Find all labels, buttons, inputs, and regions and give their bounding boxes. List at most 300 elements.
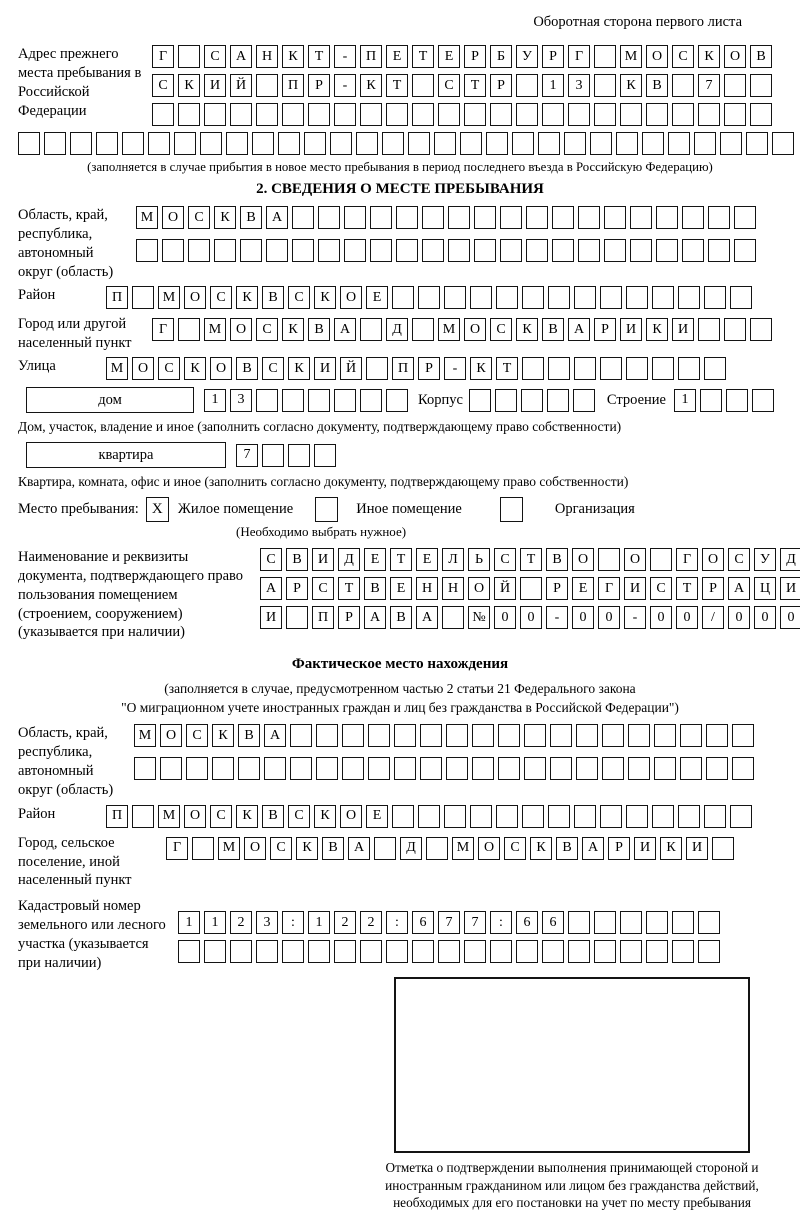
char-cell[interactable]: С: [270, 837, 292, 860]
char-cell[interactable]: О: [340, 286, 362, 309]
char-cell[interactable]: [620, 940, 642, 963]
char-cell[interactable]: Ь: [468, 548, 490, 571]
char-cell[interactable]: [496, 286, 518, 309]
org-checkbox[interactable]: [500, 497, 523, 522]
char-cell[interactable]: А: [334, 318, 356, 341]
char-cell[interactable]: [704, 357, 726, 380]
char-cell[interactable]: 0: [572, 606, 594, 629]
char-cell[interactable]: [498, 724, 520, 747]
char-cell[interactable]: С: [204, 45, 226, 68]
char-cell[interactable]: [394, 757, 416, 780]
char-cell[interactable]: [730, 805, 752, 828]
char-cell[interactable]: М: [620, 45, 642, 68]
char-cell[interactable]: 0: [650, 606, 672, 629]
char-cell[interactable]: [394, 724, 416, 747]
char-cell[interactable]: К: [212, 724, 234, 747]
char-cell[interactable]: [698, 940, 720, 963]
char-cell[interactable]: [706, 757, 728, 780]
char-cell[interactable]: [204, 940, 226, 963]
char-cell[interactable]: А: [582, 837, 604, 860]
char-cell[interactable]: [382, 132, 404, 155]
char-cell[interactable]: Д: [386, 318, 408, 341]
char-cell[interactable]: [604, 206, 626, 229]
char-cell[interactable]: Т: [308, 45, 330, 68]
char-cell[interactable]: [344, 239, 366, 262]
char-cell[interactable]: [278, 132, 300, 155]
char-cell[interactable]: [266, 239, 288, 262]
char-cell[interactable]: О: [468, 577, 490, 600]
char-cell[interactable]: Р: [490, 74, 512, 97]
char-cell[interactable]: [290, 724, 312, 747]
char-cell[interactable]: [386, 103, 408, 126]
char-cell[interactable]: 1: [308, 911, 330, 934]
char-cell[interactable]: [160, 757, 182, 780]
char-cell[interactable]: [574, 357, 596, 380]
char-cell[interactable]: [188, 239, 210, 262]
char-cell[interactable]: 0: [494, 606, 516, 629]
char-cell[interactable]: [550, 757, 572, 780]
char-cell[interactable]: [472, 724, 494, 747]
char-cell[interactable]: [704, 805, 726, 828]
char-cell[interactable]: И: [686, 837, 708, 860]
char-cell[interactable]: [356, 132, 378, 155]
inoe-checkbox[interactable]: [315, 497, 338, 522]
char-cell[interactable]: О: [184, 805, 206, 828]
char-cell[interactable]: [646, 911, 668, 934]
char-cell[interactable]: [724, 318, 746, 341]
char-cell[interactable]: М: [134, 724, 156, 747]
char-cell[interactable]: О: [210, 357, 232, 380]
char-cell[interactable]: /: [702, 606, 724, 629]
char-cell[interactable]: [392, 286, 414, 309]
char-cell[interactable]: [576, 757, 598, 780]
char-cell[interactable]: [620, 911, 642, 934]
char-cell[interactable]: [538, 132, 560, 155]
char-cell[interactable]: [698, 911, 720, 934]
char-cell[interactable]: [734, 239, 756, 262]
char-cell[interactable]: С: [490, 318, 512, 341]
kvartira-type-box[interactable]: квартира: [26, 442, 226, 468]
char-cell[interactable]: Р: [338, 606, 360, 629]
char-cell[interactable]: [646, 103, 668, 126]
char-cell[interactable]: [642, 132, 664, 155]
char-cell[interactable]: [626, 357, 648, 380]
char-cell[interactable]: [396, 206, 418, 229]
char-cell[interactable]: 2: [334, 911, 356, 934]
char-cell[interactable]: А: [230, 45, 252, 68]
char-cell[interactable]: И: [314, 357, 336, 380]
char-cell[interactable]: -: [444, 357, 466, 380]
char-cell[interactable]: [574, 286, 596, 309]
char-cell[interactable]: В: [308, 318, 330, 341]
char-cell[interactable]: [386, 389, 408, 412]
char-cell[interactable]: 3: [230, 389, 252, 412]
char-cell[interactable]: [174, 132, 196, 155]
char-cell[interactable]: [594, 940, 616, 963]
char-cell[interactable]: Е: [386, 45, 408, 68]
char-cell[interactable]: [726, 389, 748, 412]
char-cell[interactable]: Т: [386, 74, 408, 97]
char-cell[interactable]: В: [542, 318, 564, 341]
char-cell[interactable]: О: [702, 548, 724, 571]
char-cell[interactable]: К: [178, 74, 200, 97]
char-cell[interactable]: 1: [204, 911, 226, 934]
char-cell[interactable]: [668, 132, 690, 155]
char-cell[interactable]: [434, 132, 456, 155]
char-cell[interactable]: [521, 389, 543, 412]
char-cell[interactable]: [568, 103, 590, 126]
char-cell[interactable]: [734, 206, 756, 229]
char-cell[interactable]: [708, 239, 730, 262]
char-cell[interactable]: Е: [438, 45, 460, 68]
char-cell[interactable]: С: [288, 805, 310, 828]
char-cell[interactable]: [602, 724, 624, 747]
char-cell[interactable]: М: [158, 286, 180, 309]
char-cell[interactable]: [264, 757, 286, 780]
char-cell[interactable]: [162, 239, 184, 262]
char-cell[interactable]: [288, 444, 310, 467]
char-cell[interactable]: [438, 940, 460, 963]
char-cell[interactable]: [490, 103, 512, 126]
char-cell[interactable]: К: [698, 45, 720, 68]
char-cell[interactable]: Г: [568, 45, 590, 68]
char-cell[interactable]: Р: [608, 837, 630, 860]
char-cell[interactable]: П: [282, 74, 304, 97]
char-cell[interactable]: [708, 206, 730, 229]
char-cell[interactable]: [564, 132, 586, 155]
char-cell[interactable]: [516, 74, 538, 97]
char-cell[interactable]: К: [660, 837, 682, 860]
char-cell[interactable]: О: [184, 286, 206, 309]
char-cell[interactable]: [552, 239, 574, 262]
char-cell[interactable]: К: [314, 286, 336, 309]
char-cell[interactable]: [446, 724, 468, 747]
char-cell[interactable]: О: [572, 548, 594, 571]
char-cell[interactable]: Т: [390, 548, 412, 571]
char-cell[interactable]: 0: [676, 606, 698, 629]
char-cell[interactable]: -: [334, 74, 356, 97]
char-cell[interactable]: [500, 239, 522, 262]
char-cell[interactable]: [576, 724, 598, 747]
char-cell[interactable]: [204, 103, 226, 126]
char-cell[interactable]: [70, 132, 92, 155]
char-cell[interactable]: [226, 132, 248, 155]
char-cell[interactable]: [600, 286, 622, 309]
char-cell[interactable]: [426, 837, 448, 860]
char-cell[interactable]: [490, 940, 512, 963]
char-cell[interactable]: В: [238, 724, 260, 747]
char-cell[interactable]: [334, 389, 356, 412]
char-cell[interactable]: [290, 757, 312, 780]
char-cell[interactable]: [238, 757, 260, 780]
char-cell[interactable]: [148, 132, 170, 155]
char-cell[interactable]: [366, 357, 388, 380]
char-cell[interactable]: [630, 239, 652, 262]
char-cell[interactable]: [212, 757, 234, 780]
char-cell[interactable]: Й: [340, 357, 362, 380]
char-cell[interactable]: Е: [572, 577, 594, 600]
char-cell[interactable]: С: [210, 286, 232, 309]
char-cell[interactable]: [470, 286, 492, 309]
char-cell[interactable]: [750, 318, 772, 341]
char-cell[interactable]: 1: [542, 74, 564, 97]
char-cell[interactable]: [408, 132, 430, 155]
char-cell[interactable]: О: [160, 724, 182, 747]
char-cell[interactable]: К: [236, 286, 258, 309]
char-cell[interactable]: [522, 805, 544, 828]
char-cell[interactable]: Т: [464, 74, 486, 97]
char-cell[interactable]: :: [490, 911, 512, 934]
char-cell[interactable]: Е: [364, 548, 386, 571]
char-cell[interactable]: [448, 239, 470, 262]
char-cell[interactable]: [422, 239, 444, 262]
char-cell[interactable]: [178, 318, 200, 341]
char-cell[interactable]: 2: [360, 911, 382, 934]
char-cell[interactable]: В: [390, 606, 412, 629]
char-cell[interactable]: [308, 389, 330, 412]
char-cell[interactable]: 7: [698, 74, 720, 97]
char-cell[interactable]: К: [236, 805, 258, 828]
char-cell[interactable]: [750, 74, 772, 97]
char-cell[interactable]: [706, 724, 728, 747]
char-cell[interactable]: [230, 103, 252, 126]
char-cell[interactable]: [132, 805, 154, 828]
char-cell[interactable]: [700, 389, 722, 412]
char-cell[interactable]: О: [340, 805, 362, 828]
char-cell[interactable]: [578, 206, 600, 229]
char-cell[interactable]: Р: [464, 45, 486, 68]
char-cell[interactable]: [652, 805, 674, 828]
char-cell[interactable]: [442, 606, 464, 629]
char-cell[interactable]: Г: [166, 837, 188, 860]
char-cell[interactable]: [308, 103, 330, 126]
char-cell[interactable]: С: [494, 548, 516, 571]
char-cell[interactable]: В: [556, 837, 578, 860]
char-cell[interactable]: [516, 103, 538, 126]
char-cell[interactable]: 1: [178, 911, 200, 934]
char-cell[interactable]: [732, 757, 754, 780]
char-cell[interactable]: С: [152, 74, 174, 97]
char-cell[interactable]: [214, 239, 236, 262]
char-cell[interactable]: К: [288, 357, 310, 380]
char-cell[interactable]: Н: [442, 577, 464, 600]
char-cell[interactable]: [178, 45, 200, 68]
char-cell[interactable]: С: [260, 548, 282, 571]
char-cell[interactable]: [472, 757, 494, 780]
char-cell[interactable]: [524, 757, 546, 780]
zhiloe-checkbox[interactable]: X: [146, 497, 169, 522]
char-cell[interactable]: В: [364, 577, 386, 600]
char-cell[interactable]: К: [516, 318, 538, 341]
char-cell[interactable]: [672, 74, 694, 97]
char-cell[interactable]: В: [262, 805, 284, 828]
char-cell[interactable]: [282, 103, 304, 126]
char-cell[interactable]: О: [132, 357, 154, 380]
char-cell[interactable]: [600, 805, 622, 828]
char-cell[interactable]: [522, 286, 544, 309]
char-cell[interactable]: [262, 444, 284, 467]
char-cell[interactable]: П: [312, 606, 334, 629]
char-cell[interactable]: [292, 206, 314, 229]
char-cell[interactable]: М: [218, 837, 240, 860]
char-cell[interactable]: К: [214, 206, 236, 229]
char-cell[interactable]: :: [282, 911, 304, 934]
char-cell[interactable]: М: [136, 206, 158, 229]
char-cell[interactable]: [516, 940, 538, 963]
char-cell[interactable]: Р: [286, 577, 308, 600]
char-cell[interactable]: -: [624, 606, 646, 629]
char-cell[interactable]: Е: [366, 286, 388, 309]
char-cell[interactable]: П: [106, 286, 128, 309]
char-cell[interactable]: [548, 357, 570, 380]
char-cell[interactable]: [730, 286, 752, 309]
char-cell[interactable]: [256, 940, 278, 963]
char-cell[interactable]: [474, 206, 496, 229]
char-cell[interactable]: 2: [230, 911, 252, 934]
char-cell[interactable]: [720, 132, 742, 155]
char-cell[interactable]: О: [646, 45, 668, 68]
char-cell[interactable]: У: [754, 548, 776, 571]
char-cell[interactable]: 0: [728, 606, 750, 629]
char-cell[interactable]: [752, 389, 774, 412]
char-cell[interactable]: [772, 132, 794, 155]
char-cell[interactable]: -: [546, 606, 568, 629]
char-cell[interactable]: [370, 239, 392, 262]
char-cell[interactable]: [420, 757, 442, 780]
char-cell[interactable]: [712, 837, 734, 860]
char-cell[interactable]: [656, 206, 678, 229]
char-cell[interactable]: [360, 940, 382, 963]
char-cell[interactable]: [630, 206, 652, 229]
char-cell[interactable]: [136, 239, 158, 262]
char-cell[interactable]: [318, 206, 340, 229]
char-cell[interactable]: В: [236, 357, 258, 380]
char-cell[interactable]: [574, 805, 596, 828]
char-cell[interactable]: [678, 357, 700, 380]
char-cell[interactable]: 0: [754, 606, 776, 629]
char-cell[interactable]: Р: [702, 577, 724, 600]
char-cell[interactable]: О: [624, 548, 646, 571]
char-cell[interactable]: [678, 286, 700, 309]
char-cell[interactable]: [282, 940, 304, 963]
char-cell[interactable]: [698, 103, 720, 126]
char-cell[interactable]: Г: [676, 548, 698, 571]
char-cell[interactable]: В: [262, 286, 284, 309]
char-cell[interactable]: [374, 837, 396, 860]
char-cell[interactable]: [420, 724, 442, 747]
char-cell[interactable]: М: [106, 357, 128, 380]
char-cell[interactable]: Е: [366, 805, 388, 828]
char-cell[interactable]: [654, 757, 676, 780]
char-cell[interactable]: Н: [256, 45, 278, 68]
char-cell[interactable]: [604, 239, 626, 262]
char-cell[interactable]: 6: [516, 911, 538, 934]
char-cell[interactable]: [18, 132, 40, 155]
char-cell[interactable]: [746, 132, 768, 155]
char-cell[interactable]: [524, 724, 546, 747]
char-cell[interactable]: [360, 318, 382, 341]
char-cell[interactable]: [486, 132, 508, 155]
dom-type-box[interactable]: дом: [26, 387, 194, 413]
char-cell[interactable]: [750, 103, 772, 126]
char-cell[interactable]: [704, 286, 726, 309]
char-cell[interactable]: А: [568, 318, 590, 341]
char-cell[interactable]: [626, 286, 648, 309]
char-cell[interactable]: [578, 239, 600, 262]
char-cell[interactable]: Д: [400, 837, 422, 860]
char-cell[interactable]: [547, 389, 569, 412]
char-cell[interactable]: [230, 940, 252, 963]
char-cell[interactable]: [318, 239, 340, 262]
char-cell[interactable]: [412, 318, 434, 341]
char-cell[interactable]: Г: [598, 577, 620, 600]
char-cell[interactable]: О: [230, 318, 252, 341]
char-cell[interactable]: 0: [598, 606, 620, 629]
char-cell[interactable]: [286, 606, 308, 629]
char-cell[interactable]: П: [106, 805, 128, 828]
char-cell[interactable]: С: [288, 286, 310, 309]
char-cell[interactable]: 1: [204, 389, 226, 412]
char-cell[interactable]: К: [296, 837, 318, 860]
char-cell[interactable]: П: [392, 357, 414, 380]
char-cell[interactable]: [654, 724, 676, 747]
char-cell[interactable]: [418, 805, 440, 828]
char-cell[interactable]: К: [530, 837, 552, 860]
char-cell[interactable]: [464, 103, 486, 126]
char-cell[interactable]: С: [188, 206, 210, 229]
char-cell[interactable]: О: [162, 206, 184, 229]
char-cell[interactable]: [342, 724, 364, 747]
char-cell[interactable]: Р: [418, 357, 440, 380]
char-cell[interactable]: [652, 286, 674, 309]
char-cell[interactable]: О: [724, 45, 746, 68]
char-cell[interactable]: Т: [338, 577, 360, 600]
char-cell[interactable]: [616, 132, 638, 155]
char-cell[interactable]: Р: [546, 577, 568, 600]
char-cell[interactable]: [122, 132, 144, 155]
char-cell[interactable]: [368, 724, 390, 747]
char-cell[interactable]: [594, 74, 616, 97]
char-cell[interactable]: [550, 724, 572, 747]
char-cell[interactable]: [522, 357, 544, 380]
char-cell[interactable]: [178, 940, 200, 963]
char-cell[interactable]: [602, 757, 624, 780]
char-cell[interactable]: №: [468, 606, 490, 629]
char-cell[interactable]: [469, 389, 491, 412]
char-cell[interactable]: И: [672, 318, 694, 341]
char-cell[interactable]: П: [360, 45, 382, 68]
char-cell[interactable]: Й: [494, 577, 516, 600]
char-cell[interactable]: С: [158, 357, 180, 380]
char-cell[interactable]: О: [464, 318, 486, 341]
char-cell[interactable]: [568, 940, 590, 963]
char-cell[interactable]: К: [314, 805, 336, 828]
char-cell[interactable]: [200, 132, 222, 155]
char-cell[interactable]: [460, 132, 482, 155]
char-cell[interactable]: [498, 757, 520, 780]
char-cell[interactable]: К: [282, 45, 304, 68]
char-cell[interactable]: В: [240, 206, 262, 229]
char-cell[interactable]: 0: [780, 606, 800, 629]
char-cell[interactable]: К: [470, 357, 492, 380]
char-cell[interactable]: [594, 911, 616, 934]
char-cell[interactable]: [314, 444, 336, 467]
char-cell[interactable]: [590, 132, 612, 155]
char-cell[interactable]: Т: [496, 357, 518, 380]
char-cell[interactable]: [186, 757, 208, 780]
char-cell[interactable]: [342, 757, 364, 780]
char-cell[interactable]: В: [546, 548, 568, 571]
